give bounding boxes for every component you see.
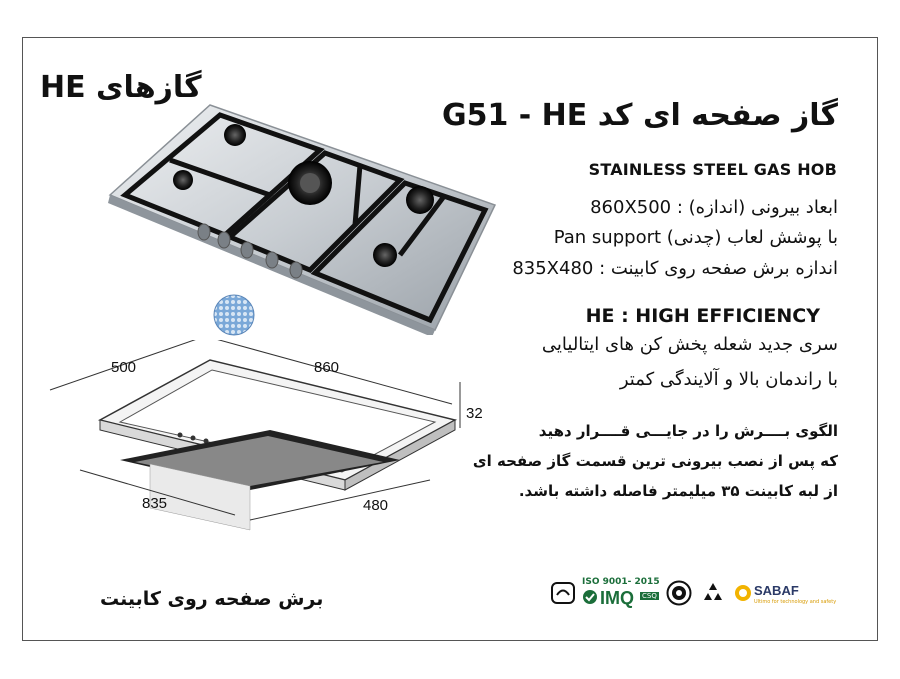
csq-label: CSQ: [642, 592, 657, 600]
dimension-cut-width: 835: [142, 495, 168, 512]
certification-seal-icon: [664, 575, 694, 611]
he-description-line: با راندمان بالا و آلایندگی کمتر: [619, 369, 838, 390]
sabaf-name: SABAF: [754, 583, 799, 598]
installation-note-line: از لبه کابینت ۳۵ میلیمتر فاصله داشته باشد.: [518, 482, 838, 500]
dimension-cut-depth: 480: [363, 497, 389, 514]
certification-logos: [548, 575, 837, 611]
cutout-caption: برش صفحه روی کابینت: [100, 588, 324, 610]
model-title: گاز صفحه ای کد G51 - HE: [441, 98, 838, 133]
iso-imq-logo: [582, 575, 660, 611]
standard-mark-icon: [548, 575, 578, 611]
installation-note-line: که پس از نصب بیرونی ترین قسمت گاز صفحه ای: [472, 452, 838, 470]
installation-note-line: الگوی بــــرش را در جایـــی قــــرار دهید: [538, 422, 838, 440]
diamond-texture-icon: [212, 293, 256, 337]
hob-product-image: [100, 95, 500, 335]
sabaf-logo: [734, 575, 837, 611]
product-type: STAINLESS STEEL GAS HOB: [588, 160, 837, 179]
he-title: HE : HIGH EFFICIENCY: [585, 305, 820, 327]
imq-label: IMQ: [600, 588, 634, 608]
dimension-width-outer: 860: [314, 359, 340, 376]
spec-pan-support: Pan support (چدنی) با پوشش لعاب: [553, 227, 838, 248]
he-description-line: سری جدید شعله پخش کن های ایتالیایی: [541, 334, 838, 355]
series-title: گازهای HE: [40, 70, 202, 105]
iso-label: ISO 9001- 2015: [582, 577, 660, 587]
recycle-icon: [698, 575, 728, 611]
cabinet-cutout-diagram: [40, 340, 480, 540]
spec-outer-dimensions: 860X500 : ابعاد بیرونی (اندازه): [590, 197, 838, 218]
sabaf-tagline: Ultimo for technology and safety: [754, 599, 837, 605]
spec-cutout-size: 835X480 : اندازه برش صفحه روی کابینت: [512, 258, 838, 279]
dimension-height: 32: [466, 405, 483, 422]
dimension-depth-outer: 500: [111, 359, 137, 376]
